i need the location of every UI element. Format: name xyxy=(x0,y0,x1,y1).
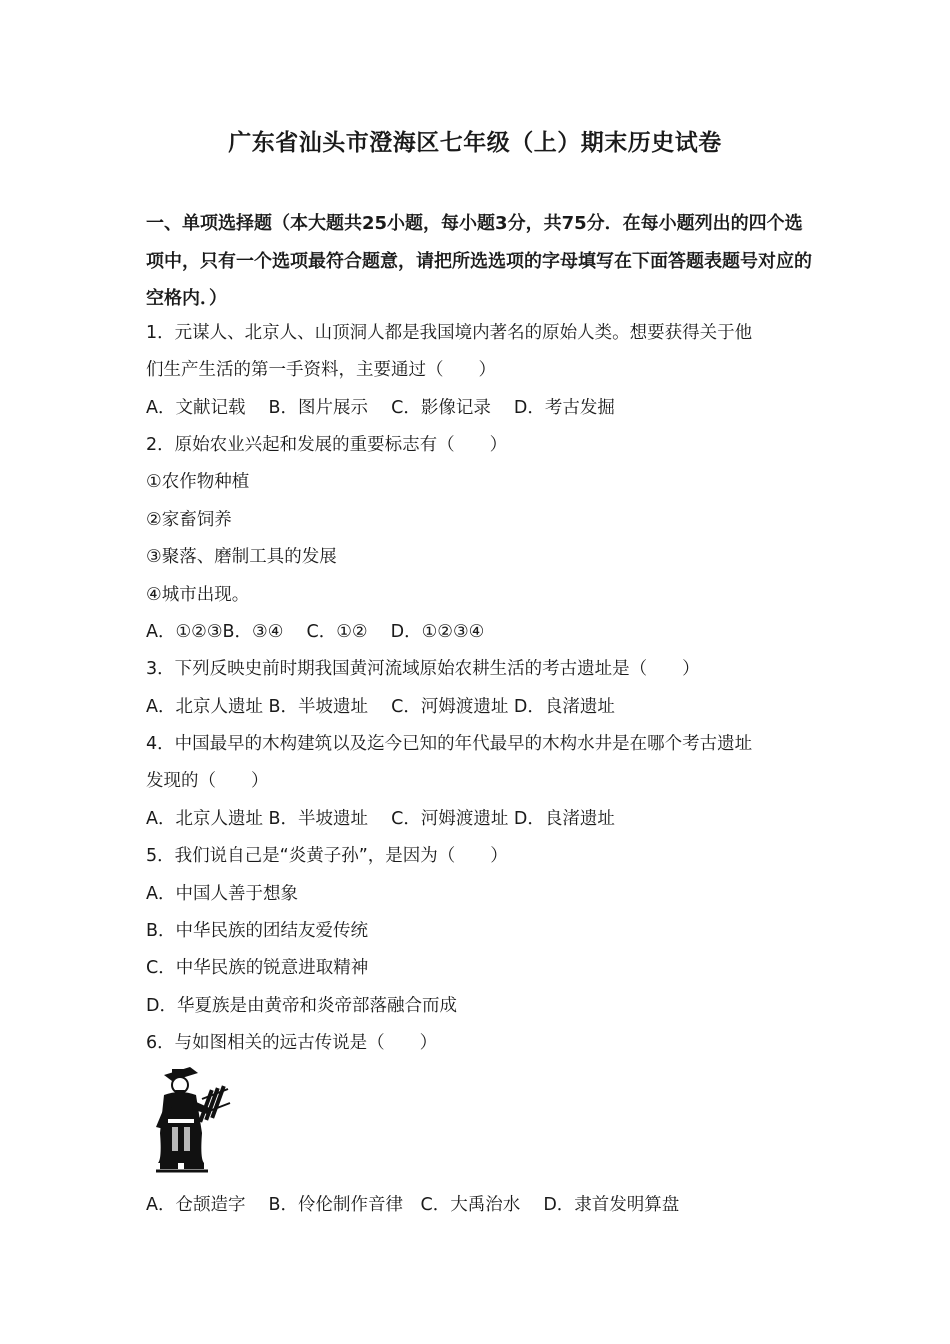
question-3-options: A．北京人遗址 B．半坡遗址 C．河姆渡遗址 D．良渚遗址 xyxy=(146,697,615,717)
question-5-option-a: A．中国人善于想象 xyxy=(146,884,298,904)
page-title: 广东省汕头市澄海区七年级（上）期末历史试卷 xyxy=(228,130,722,156)
section-header: 一、单项选择题（本大题共25小题，每小题3分，共75分．在每小题列出的四个选项中，只有一个选项最符合题意，请把所选选项的字母填写在下面答题表题号对应的空格内．） xyxy=(146,213,812,309)
question-2-item-1: ①农作物种植 xyxy=(146,472,250,492)
question-5-stem: 5．我们说自己是“炎黄子孙”，是因为（ ） xyxy=(146,846,508,866)
ancient-figure-icon xyxy=(142,1063,238,1181)
question-2-options: A．①②③B．③④ C．①② D．①②③④ xyxy=(146,622,485,642)
question-5-option-c: C．中华民族的锐意进取精神 xyxy=(146,958,369,978)
question-5-option-b: B．中华民族的团结友爱传统 xyxy=(146,921,369,941)
question-1-line-2: 们生产生活的第一手资料，主要通过（ ） xyxy=(146,360,496,380)
question-2-item-3: ③聚落、磨制工具的发展 xyxy=(146,547,337,567)
question-2-item-4: ④城市出现。 xyxy=(146,585,250,605)
question-3-stem: 3．下列反映史前时期我国黄河流域原始农耕生活的考古遗址是（ ） xyxy=(146,659,700,679)
question-6-options: A．仓颉造字 B．伶伦制作音律 C．大禹治水 D．隶首发明算盘 xyxy=(146,1195,680,1215)
question-1-line-1: 1．元谋人、北京人、山顶洞人都是我国境内著名的原始人类。想要获得关于他 xyxy=(146,323,753,343)
question-2-stem: 2．原始农业兴起和发展的重要标志有（ ） xyxy=(146,435,508,455)
question-5-option-d: D．华夏族是由黄帝和炎帝部落融合而成 xyxy=(146,996,457,1016)
question-1-options: A．文献记载 B．图片展示 C．影像记录 D．考古发掘 xyxy=(146,398,615,418)
question-4-line-1: 4．中国最早的木构建筑以及迄今已知的年代最早的木构水井是在哪个考古遗址 xyxy=(146,734,753,754)
question-4-line-2: 发现的（ ） xyxy=(146,771,269,791)
question-6-stem: 6．与如图相关的远古传说是（ ） xyxy=(146,1033,438,1053)
question-2-item-2: ②家畜饲养 xyxy=(146,510,232,530)
question-4-options: A．北京人遗址 B．半坡遗址 C．河姆渡遗址 D．良渚遗址 xyxy=(146,809,615,829)
